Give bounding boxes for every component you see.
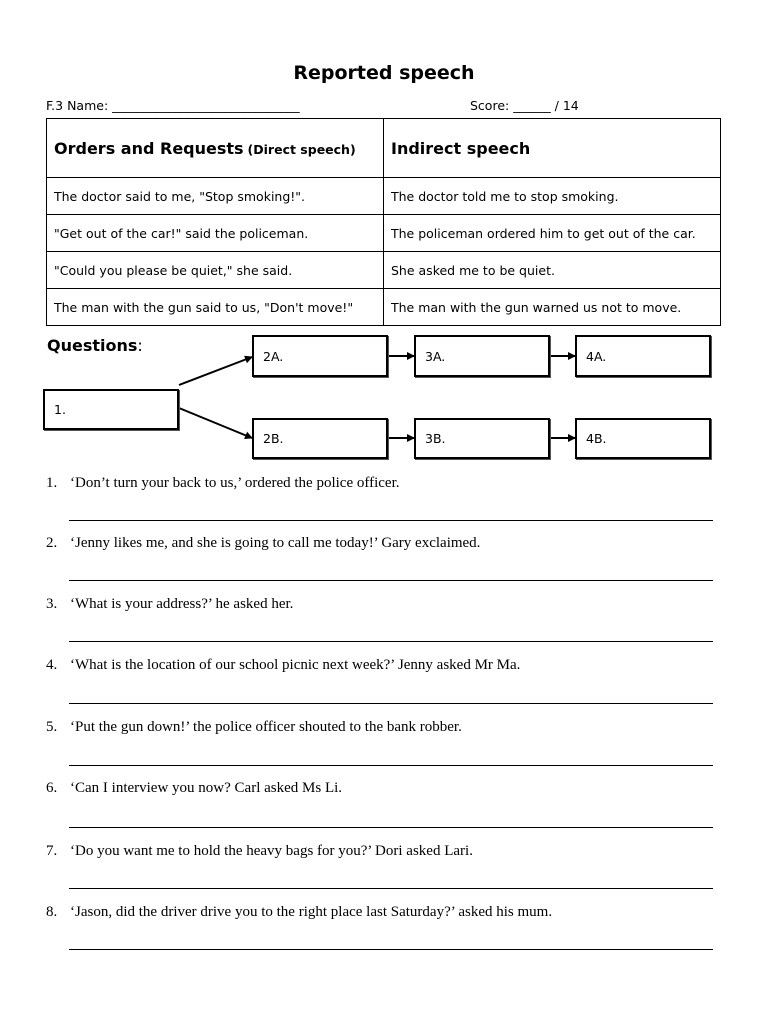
question-item bbox=[46, 535, 480, 552]
page-title: Reported speech bbox=[293, 62, 475, 84]
name-field-label: F.3 Name: ______________________________ bbox=[46, 98, 300, 113]
question-item bbox=[46, 475, 399, 492]
direct-speech-cell: "Get out of the car!" said the policeman. bbox=[47, 215, 384, 252]
question-number: 4. bbox=[46, 657, 58, 673]
question-number: 8. bbox=[46, 904, 58, 920]
question-text: ‘Don’t turn your back to us,’ ordered the police officer. bbox=[70, 475, 400, 491]
flow-box-4b: 4B. bbox=[575, 418, 711, 459]
answer-line[interactable] bbox=[69, 949, 713, 950]
direct-speech-cell: "Could you please be quiet," she said. bbox=[47, 252, 384, 289]
question-text: ‘Jason, did the driver drive you to the right place last Saturday?’ asked his mum. bbox=[70, 904, 553, 920]
question-item bbox=[46, 904, 552, 921]
flow-box-3b: 3B. bbox=[414, 418, 550, 459]
question-item bbox=[46, 719, 462, 736]
direct-speech-cell: The doctor said to me, "Stop smoking!". bbox=[47, 178, 384, 215]
question-item bbox=[46, 657, 520, 674]
answer-line[interactable] bbox=[69, 703, 713, 704]
flow-box-3a: 3A. bbox=[414, 335, 550, 377]
answer-line[interactable] bbox=[69, 580, 713, 581]
question-text: ‘Do you want me to hold the heavy bags for you?’ Dori asked Lari. bbox=[70, 843, 473, 859]
score-field-label: Score: ______ / 14 bbox=[470, 98, 579, 113]
indirect-speech-cell: The man with the gun warned us not to move. bbox=[384, 289, 721, 326]
question-number: 2. bbox=[46, 535, 58, 551]
flow-box-4a: 4A. bbox=[575, 335, 711, 377]
column-header-indirect-title: Indirect speech bbox=[391, 138, 531, 158]
question-text: ‘What is your address?’ he asked her. bbox=[70, 596, 294, 612]
flow-box-2b: 2B. bbox=[252, 418, 388, 459]
question-number: 3. bbox=[46, 596, 58, 612]
question-text: ‘Put the gun down!’ the police officer shouted to the bank robber. bbox=[70, 719, 462, 735]
question-item bbox=[46, 596, 293, 613]
arrow-1-to-2b bbox=[179, 408, 252, 438]
column-header-direct-title: Orders and Requests bbox=[54, 138, 244, 158]
question-text: ‘Jenny likes me, and she is going to call me today!’ Gary exclaimed. bbox=[70, 535, 481, 551]
answer-line[interactable] bbox=[69, 888, 713, 889]
answer-line[interactable] bbox=[69, 520, 713, 521]
indirect-speech-cell: She asked me to be quiet. bbox=[384, 252, 721, 289]
question-text: ‘What is the location of our school picnic next week?’ Jenny asked Mr Ma. bbox=[70, 657, 521, 673]
questions-heading-colon: : bbox=[137, 336, 143, 355]
column-header-direct-subtitle: (Direct speech) bbox=[247, 141, 356, 157]
question-item bbox=[46, 780, 342, 797]
question-text: ‘Can I interview you now? Carl asked Ms Li. bbox=[70, 780, 343, 796]
direct-speech-cell: The man with the gun said to us, "Don't move!" bbox=[47, 289, 384, 326]
question-number: 6. bbox=[46, 780, 58, 796]
answer-line[interactable] bbox=[69, 641, 713, 642]
question-number: 7. bbox=[46, 843, 58, 859]
indirect-speech-cell: The policeman ordered him to get out of the car. bbox=[384, 215, 721, 252]
indirect-speech-cell: The doctor told me to stop smoking. bbox=[384, 178, 721, 215]
flow-box-1: 1. bbox=[43, 389, 179, 430]
answer-line[interactable] bbox=[69, 827, 713, 828]
flow-box-2a: 2A. bbox=[252, 335, 388, 377]
arrow-1-to-2a bbox=[179, 357, 252, 385]
question-item bbox=[46, 843, 473, 860]
question-number: 1. bbox=[46, 475, 58, 491]
questions-heading-text: Questions bbox=[47, 336, 138, 355]
question-number: 5. bbox=[46, 719, 58, 735]
answer-line[interactable] bbox=[69, 765, 713, 766]
